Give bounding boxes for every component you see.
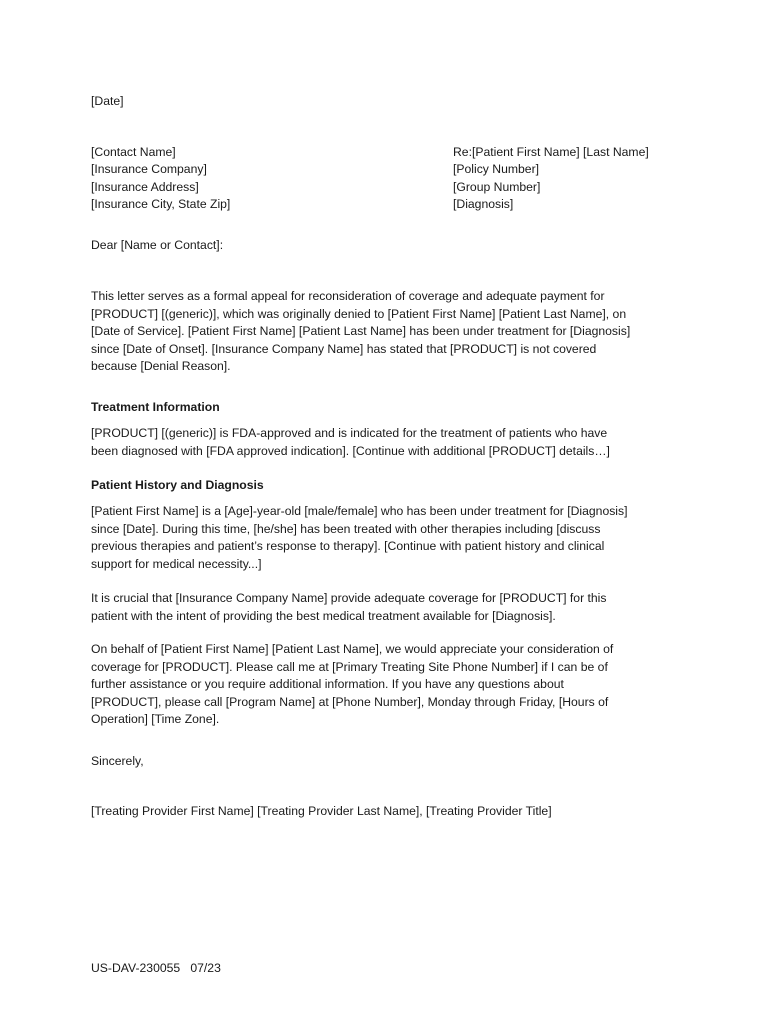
paragraph-line: support for medical necessity...] (91, 556, 262, 571)
behalf-paragraph (91, 641, 691, 729)
recipient-city-state-zip: [Insurance City, State Zip] (91, 196, 231, 211)
recipient-address-block (91, 144, 230, 213)
reference-patient-name: Re:[Patient First Name] [Last Name] (453, 145, 649, 159)
paragraph-line: Operation] [Time Zone]. (91, 712, 220, 727)
paragraph-line: This letter serves as a formal appeal for reconsideration of coverage and adequate payment for (91, 289, 605, 303)
reference-diagnosis: [Diagnosis] (453, 196, 514, 211)
letter-date: [Date] (91, 94, 124, 108)
paragraph-line: It is crucial that [Insurance Company Name] provide adequate coverage for [PRODUCT] for this (91, 591, 607, 605)
reference-block (453, 144, 649, 213)
crucial-paragraph (91, 590, 691, 625)
reference-policy-number: [Policy Number] (453, 162, 540, 177)
history-paragraph (91, 503, 691, 573)
paragraph-line: patient with the intent of providing the best medical treatment available for [Diagnosis]. (91, 608, 556, 623)
document-code-footer: US-DAV-230055 07/23 (91, 961, 221, 975)
treatment-heading: Treatment Information (91, 400, 220, 414)
paragraph-line: previous therapies and patient’s response to therapy]. [Continue with patient history and clinical (91, 539, 605, 554)
signature-line: [Treating Provider First Name] [Treating Provider Last Name], [Treating Provider Title] (91, 804, 552, 818)
paragraph-line: further assistance or you require additional information. If you have any questions about (91, 677, 564, 692)
salutation: Dear [Name or Contact]: (91, 238, 224, 252)
paragraph-line: [Date of Service]. [Patient First Name] [Patient Last Name] has been under treatment for [Diagnosis] (91, 324, 631, 339)
recipient-contact-name: [Contact Name] (91, 145, 176, 159)
paragraph-line: [PRODUCT] [(generic)] is FDA-approved and is indicated for the treatment of patients who have (91, 426, 608, 440)
paragraph-line: [Patient First Name] is a [Age]-year-old [male/female] who has been under treatment for [Diagnosis] (91, 504, 628, 518)
reference-group-number: [Group Number] (453, 179, 541, 194)
paragraph-line: since [Date]. During this time, [he/she] has been treated with other therapies including [discuss (91, 521, 601, 536)
intro-paragraph (91, 288, 691, 376)
paragraph-line: because [Denial Reason]. (91, 359, 231, 374)
history-heading: Patient History and Diagnosis (91, 478, 264, 492)
paragraph-line: [PRODUCT], please call [Program Name] at [Phone Number], Monday through Friday, [Hours of (91, 694, 609, 709)
paragraph-line: coverage for [PRODUCT]. Please call me at [Primary Treating Site Phone Number] if I can be of (91, 659, 608, 674)
paragraph-line: [PRODUCT] [(generic)], which was originally denied to [Patient First Name] [Patient Last Name], on (91, 306, 627, 321)
recipient-insurance-address: [Insurance Address] (91, 179, 199, 194)
paragraph-line: been diagnosed with [FDA approved indication]. [Continue with additional [PRODUCT] details…] (91, 443, 610, 458)
paragraph-line: On behalf of [Patient First Name] [Patient Last Name], we would appreciate your consideration of (91, 642, 614, 656)
recipient-insurance-company: [Insurance Company] (91, 162, 207, 177)
treatment-paragraph (91, 425, 691, 460)
paragraph-line: since [Date of Onset]. [Insurance Company Name] has stated that [PRODUCT] is not covered (91, 341, 597, 356)
closing: Sincerely, (91, 754, 144, 768)
